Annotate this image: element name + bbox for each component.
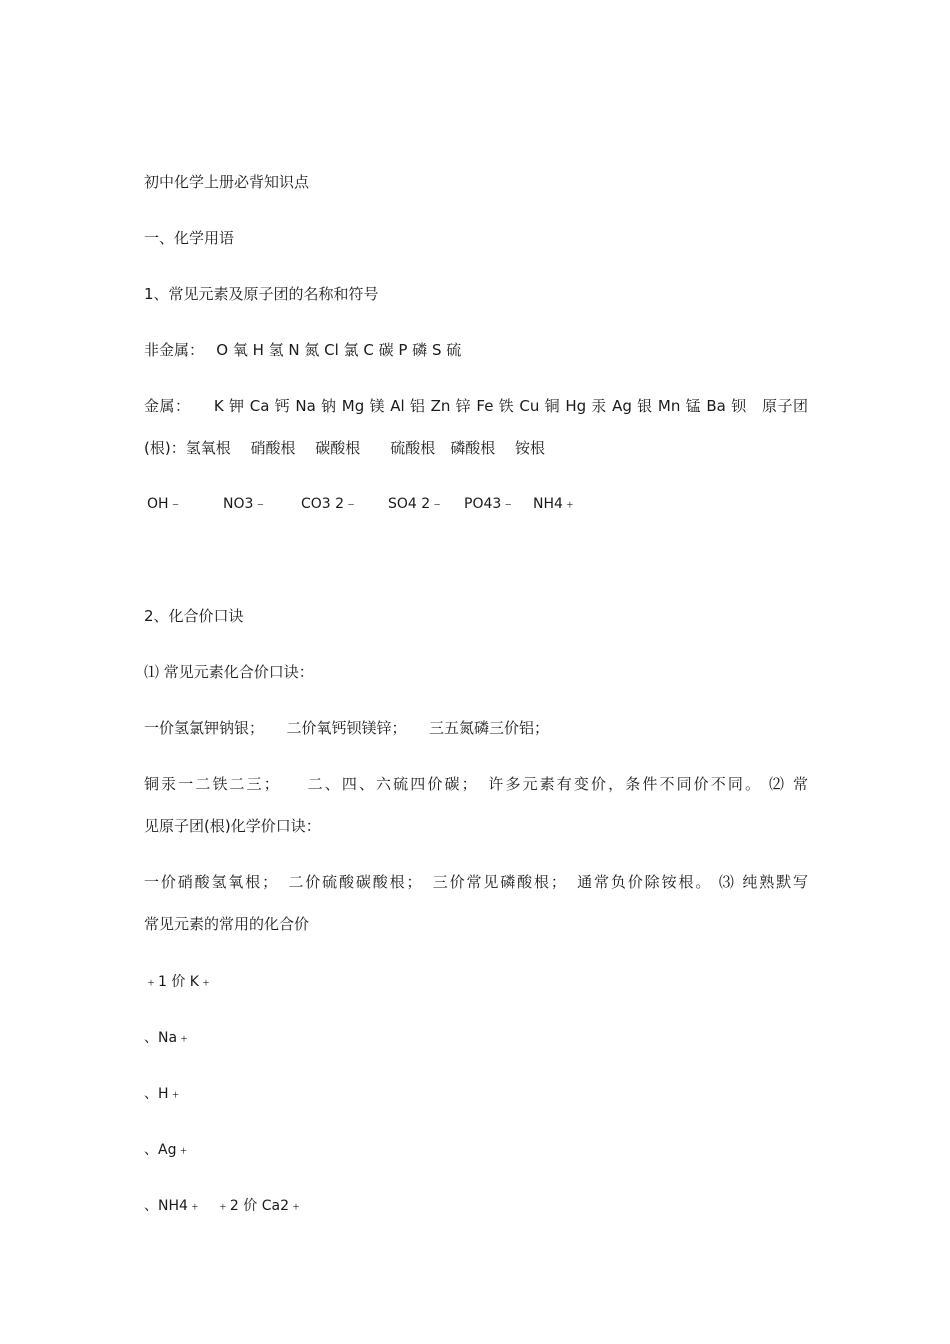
subsection-heading-elements: 1、常见元素及原子团的名称和符号: [144, 285, 379, 303]
valence-item: 、Ag﹢: [144, 1142, 191, 1158]
rhyme-line-2: 铜汞一二铁二三； 二、四、六硫四价碳； 许多元素有变价，条件不同价不同。 ⑵ 常: [144, 775, 808, 793]
radical-oh: OH﹣: [147, 496, 183, 512]
rhyme-line-2-cont: 见原子团(根)化学价口诀：: [144, 817, 321, 835]
radical-symbols-row: [144, 494, 808, 514]
valence-item: 、Na﹢: [144, 1030, 192, 1046]
metal-line-1: 金属： K 钾 Ca 钙 Na 钠 Mg 镁 Al 铝 Zn 锌 Fe 铁 Cu 铜 Hg 汞 Ag 银 Mn 锰 Ba 钡 原子团: [144, 397, 808, 415]
rhyme-line-1: 一价氢氯钾钠银； 二价氧钙钡镁锌； 三五氮磷三价铝；: [144, 719, 550, 737]
subsection-heading-valence: 2、化合价口诀: [144, 607, 244, 625]
radical-no3: NO3﹣: [223, 496, 268, 512]
document-title: 初中化学上册必背知识点: [144, 173, 310, 191]
valence-item: 、H﹢: [144, 1086, 183, 1102]
radical-po4: PO43﹣: [464, 496, 516, 512]
radical-nh4: NH4﹢: [533, 496, 577, 512]
radical-co3: CO3 2﹣: [301, 496, 359, 512]
valence-rhyme-heading: ⑴ 常见元素化合价口诀：: [144, 663, 314, 681]
valence-item: 、NH4﹢ ﹢2 价 Ca2﹢: [144, 1198, 303, 1214]
section-heading-chemical-terms: 一、化学用语: [144, 229, 235, 247]
metal-line-2: (根)：氢氧根 硝酸根 碳酸根 硫酸根 磷酸根 铵根: [144, 439, 546, 457]
radical-so4: SO4 2﹣: [388, 496, 445, 512]
valence-item: ﹢1 价 K﹢: [144, 974, 213, 990]
rhyme-line-3-cont: 常见元素的常用的化合价: [144, 915, 310, 933]
rhyme-line-3: 一价硝酸氢氧根； 二价硫酸碳酸根； 三价常见磷酸根； 通常负价除铵根。 ⑶ 纯熟默写: [144, 873, 808, 891]
nonmetal-line: 非金属： O 氧 H 氢 N 氮 Cl 氯 C 碳 P 磷 S 硫: [144, 341, 462, 359]
